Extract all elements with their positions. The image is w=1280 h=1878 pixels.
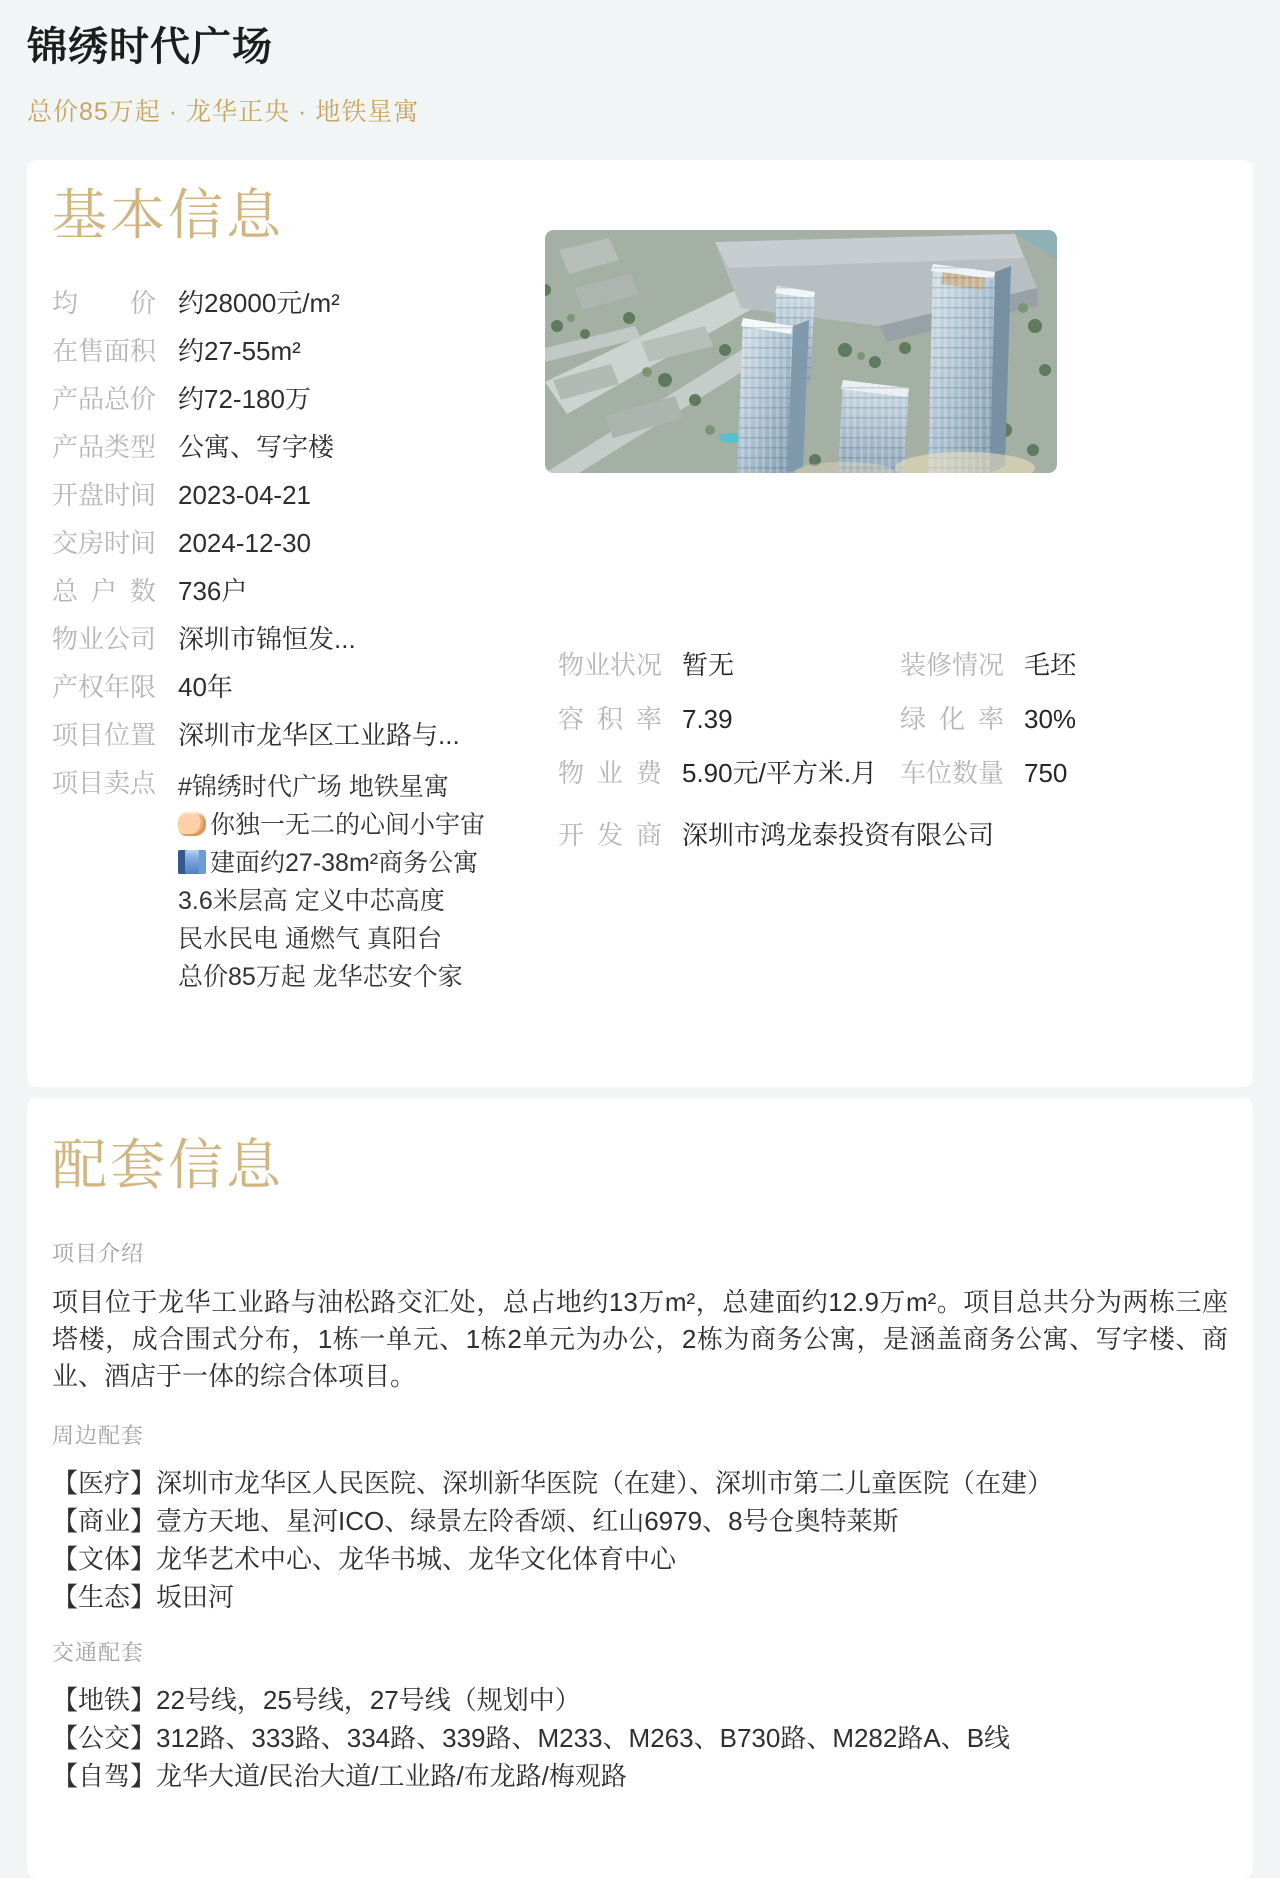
project-intro-label: 项目介绍 (52, 1241, 145, 1266)
info-row-label: 项目位置 (52, 720, 157, 750)
basic-info-section-title: 基本信息 (52, 184, 285, 246)
selling-point-line (178, 844, 485, 882)
transport-facilities-lines (52, 1681, 1228, 1795)
info-row (52, 384, 522, 414)
selling-point-line: 3.6米层高 定义中芯高度 (178, 887, 445, 915)
info-row-value: 2024-12-30 (178, 528, 311, 558)
transport-facility-line: 【自驾】龙华大道/民治大道/工业路/布龙路/梅观路 (52, 1761, 627, 1791)
info-row-label: 产品类型 (52, 432, 157, 462)
info-row (52, 432, 522, 462)
transport-facility-line: 【地铁】22号线，25号线，27号线（规划中） (52, 1685, 581, 1715)
selling-point-line: 民水民电 通燃气 真阳台 (178, 925, 442, 953)
peripheral-facilities-label: 周边配套 (52, 1423, 145, 1448)
info-row (52, 528, 522, 558)
selling-point-line: 总价85万起 龙华芯安个家 (178, 963, 463, 991)
peripheral-facility-line: 【商业】壹方天地、星河ICO、绿景左阾香颂、红山6979、8号仓奥特莱斯 (52, 1506, 899, 1536)
info-row-label: 总户数 (52, 576, 156, 606)
info-row-value: 深圳市龙华区工业路与... (178, 720, 460, 750)
facilities-section-title: 配套信息 (52, 1134, 285, 1196)
info-row-value: 约27-55m² (178, 336, 301, 366)
info-row (52, 672, 522, 702)
detail-label: 容积率 (558, 704, 662, 734)
developer-row (558, 820, 994, 850)
cityscape-emoji-icon (178, 850, 206, 874)
selling-points (178, 768, 485, 996)
peripheral-facility-line: 【医疗】深圳市龙华区人民医院、深圳新华医院（在建）、深圳市第二儿童医院（在建） (52, 1468, 1054, 1498)
info-row-label: 均价 (52, 288, 156, 318)
developer-label: 开发商 (558, 820, 662, 850)
info-row (52, 576, 522, 606)
selling-point-line: #锦绣时代广场 地铁星寓 (178, 773, 449, 801)
developer-value: 深圳市鸿龙泰投资有限公司 (682, 820, 995, 850)
detail-value: 毛坯 (1024, 650, 1077, 680)
facilities-card (27, 1098, 1253, 1878)
project-aerial-photo (545, 230, 1057, 473)
info-row (52, 720, 522, 750)
selling-point-text: 建面约27-38m²商务公寓 (210, 849, 479, 877)
peripheral-facility-line: 【文体】龙华艺术中心、龙华书城、龙华文化体育中心 (52, 1544, 677, 1574)
project-intro-text: 项目位于龙华工业路与油松路交汇处，总占地约13万m²，总建面约12.9万m²。项目总共分为两栋三座塔楼，成合围式分布，1栋一单元、1栋2单元为办公，2栋为商务公寓，是涵盖商务公寓、写字楼、商业、酒店于一体的综合体项目。 (52, 1287, 1228, 1391)
detail-value: 30% (1024, 704, 1077, 734)
detail-label: 装修情况 (900, 650, 1005, 680)
transport-facilities-label: 交通配套 (52, 1640, 145, 1665)
detail-value: 750 (1024, 758, 1068, 788)
info-row (52, 624, 522, 654)
detail-label: 车位数量 (900, 758, 1005, 788)
info-row-label: 产权年限 (52, 672, 157, 702)
detail-cell (900, 650, 1076, 680)
detail-cell (558, 704, 900, 734)
project-title: 锦绣时代广场 (27, 25, 273, 69)
info-row-value: 约28000元/m² (178, 288, 340, 318)
info-row-value: 公寓、写字楼 (178, 432, 335, 462)
basic-info-rows (52, 288, 522, 750)
selling-points-row (52, 768, 522, 996)
detail-label: 物业费 (558, 758, 662, 788)
info-row-label: 开盘时间 (52, 480, 157, 510)
detail-cell (558, 650, 900, 680)
basic-info-left-column (52, 288, 522, 996)
info-row-value: 深圳市锦恒发... (178, 624, 356, 654)
property-details-grid (558, 650, 1076, 788)
fist-emoji-icon (178, 812, 206, 836)
info-row-label: 产品总价 (52, 384, 157, 414)
detail-value: 7.39 (682, 704, 733, 734)
info-row-label: 交房时间 (52, 528, 157, 558)
detail-cell (900, 758, 1076, 788)
peripheral-facility-line: 【生态】坂田河 (52, 1582, 235, 1612)
info-row-value: 约72-180万 (178, 384, 311, 414)
detail-label: 绿化率 (900, 704, 1004, 734)
detail-value: 暂无 (682, 650, 735, 680)
info-row-value: 40年 (178, 672, 233, 702)
selling-points-label: 项目卖点 (52, 768, 157, 798)
info-row (52, 336, 522, 366)
info-row (52, 480, 522, 510)
info-row-value: 736户 (178, 576, 248, 606)
aerial-rendering-graphic (545, 230, 1057, 473)
peripheral-facilities-lines (52, 1464, 1228, 1616)
info-row-label: 物业公司 (52, 624, 157, 654)
transport-facility-line: 【公交】312路、333路、334路、339路、M233、M263、B730路、M282路A、B线 (52, 1723, 1011, 1753)
detail-cell (900, 704, 1076, 734)
selling-point-line (178, 806, 485, 844)
project-subtitle: 总价85万起 · 龙华正央 · 地铁星寓 (27, 98, 420, 126)
page-header (27, 24, 419, 128)
detail-label: 物业状况 (558, 650, 663, 680)
basic-info-card (27, 160, 1253, 1087)
info-row-value: 2023-04-21 (178, 480, 311, 510)
info-row (52, 288, 522, 318)
selling-point-text: 你独一无二的心间小宇宙 (210, 811, 486, 839)
detail-cell (558, 758, 900, 788)
info-row-label: 在售面积 (52, 336, 157, 366)
detail-value: 5.90元/平方米.月 (682, 758, 878, 788)
